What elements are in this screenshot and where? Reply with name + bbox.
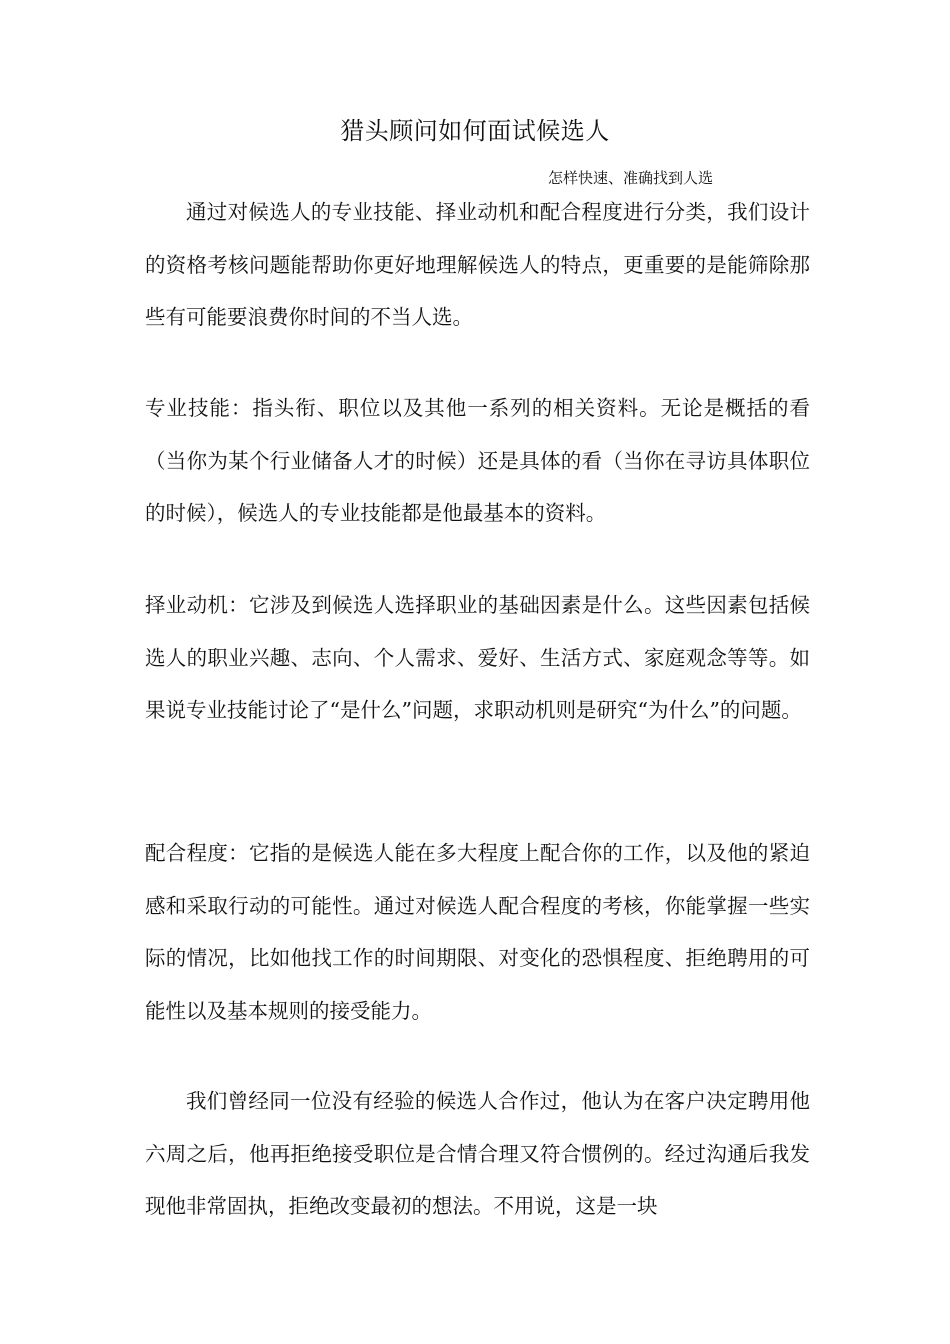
- paragraph-example-story: 我们曾经同一位没有经验的候选人合作过，他认为在客户决定聘用他六周之后，他再拒绝接受职位是合情合理又符合惯例的。经过沟通后我发现他非常固执，拒绝改变最初的想法。不用说，这是一块: [145, 1089, 810, 1218]
- document-title: 猎头顾问如何面试候选人: [340, 117, 610, 145]
- paragraph-intro: 通过对候选人的专业技能、择业动机和配合程度进行分类，我们设计的资格考核问题能帮助你更好地理解候选人的特点，更重要的是能筛除那些有可能要浪费你时间的不当人选。: [145, 200, 810, 329]
- paragraph-cooperation-level: 配合程度：它指的是候选人能在多大程度上配合你的工作，以及他的紧迫感和采取行动的可能性。通过对候选人配合程度的考核，你能掌握一些实际的情况，比如他找工作的时间期限、对变化的恐惧程度、拒绝聘用的可能性以及基本规则的接受能力。: [145, 841, 810, 1023]
- document-subtitle: 怎样快速、准确找到人选: [548, 169, 714, 187]
- paragraph-professional-skills: 专业技能：指头衔、职位以及其他一系列的相关资料。无论是概括的看（当你为某个行业储备人才的时候）还是具体的看（当你在寻访具体职位的时候），候选人的专业技能都是他最基本的资料。: [145, 396, 810, 525]
- paragraph-career-motivation: 择业动机：它涉及到候选人选择职业的基础因素是什么。这些因素包括候选人的职业兴趣、志向、个人需求、爱好、生活方式、家庭观念等等。如果说专业技能讨论了“是什么”问题，求职动机则是研究“为什么”的问题。: [145, 593, 810, 722]
